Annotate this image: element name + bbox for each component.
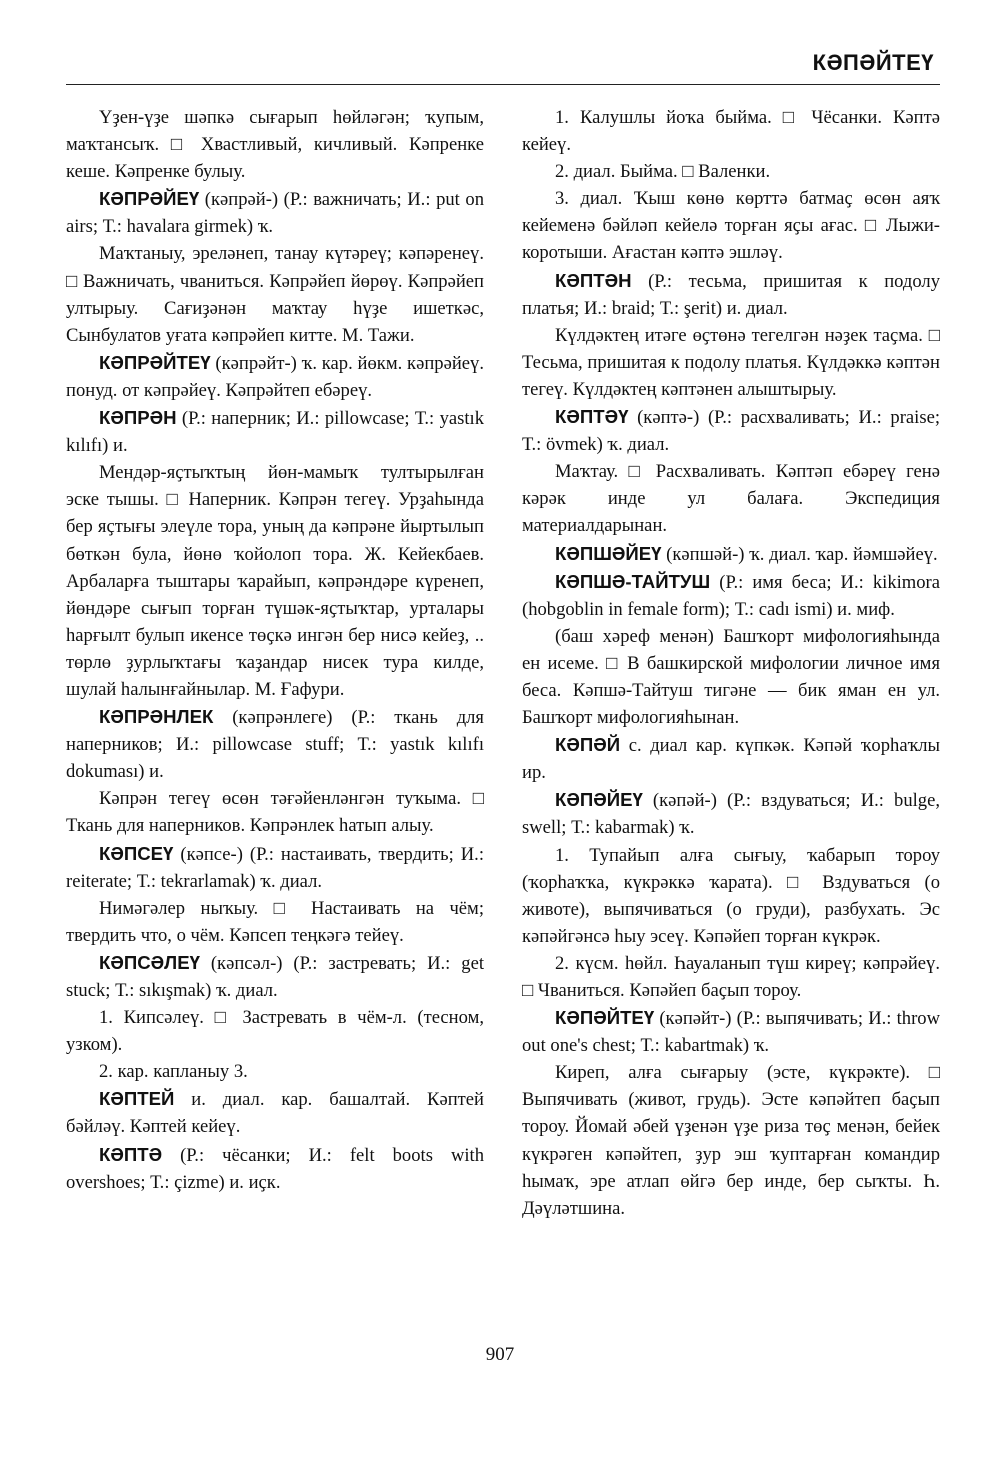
entry-text: 3. диал. Ҡыш көнө көрттә батмаҫ өсөн аяҡ кейеменә бәйләп кейелә торған яҫы ағас. □ Лыжи-коротыши. Ағастан кәптә эшләү. — [522, 188, 940, 264]
dictionary-entry: КӘПӘЙ с. диал кар. күпкәк. Кәпәй ҡорһаҡлы ир. — [522, 734, 940, 784]
dictionary-entry: КӘПТӘҮ (кәптә-) (Р.: расхваливать; И.: praise; Т.: övmek) ҡ. диал. — [522, 406, 940, 456]
entry-text: 1. Калушлы йоҡа быйма. □ Чёсанки. Кәптә кейеү. — [522, 107, 940, 156]
entry-text: 1. Кипсәлеү. □ Застревать в чём-л. (тесном, узком). — [66, 1007, 484, 1056]
headword: КӘПӘЙТЕҮ — [555, 1007, 655, 1029]
entry-text: Күлдәктең итәге өҫтөнә тегелгән нәҙек таҫма. □ Тесьма, пришитая к подолу платья. Күлдәккә кәптән тегеү. Күлдәктең кәптәнен алыштырыу. — [522, 324, 940, 400]
headword: КӘПШӘ-ТАЙТУШ — [555, 570, 711, 592]
headword: КӘПРӘЙЕҮ — [99, 188, 200, 210]
entry-text: 2. диал. Быйма. □ Валенки. — [555, 161, 771, 183]
entry-text: Нимәгәлер ныҡыу. □ Настаивать на чём; твердить что, о чём. Кәпсеп теңкәгә тейеү. — [66, 897, 484, 946]
entry-text: Киреп, алға сығарыу (эсте, күкрәкте). □ Выпячивать (живот, грудь). Эсте кәпәйтеп баҫып тороу. Йомай әбей үҙенән үҙе риза төҫ менән, бейек күкрәген кәпәйтеп, ҙур эш ҡуптарған командир һымаҡ, эре атлап өйгә бер инде, бер сыҡты. Һ. Дәүләтшина. — [522, 1062, 940, 1219]
right-column — [522, 104, 940, 1222]
dictionary-entry: КӘПШӘЙЕҮ (кәпшәй-) ҡ. диал. ҡар. йәмшәйеү. — [555, 542, 938, 565]
headword: КӘПТЕЙ — [99, 1088, 175, 1110]
headword: КӘПРӘН — [99, 407, 177, 429]
headword: КӘПТӘҮ — [555, 406, 629, 428]
headword: КӘПСЕҮ — [99, 842, 174, 864]
entry-text: Маҡтау. □ Расхваливать. Кәптәп ебәреү генә кәрәк инде ул балаға. Экспедиция материалдарынан. — [522, 461, 940, 537]
headword: КӘПӘЙ — [555, 734, 621, 756]
running-head: КӘПӘЙТЕҮ — [812, 50, 934, 75]
dictionary-entry: КӘПӘЙЕҮ (кәпәй-) (Р.: вздуваться; И.: bulge, swell; Т.: kabarmak) ҡ. — [522, 789, 940, 839]
dictionary-entry: КӘПСӘЛЕҮ (кәпсәл-) (Р.: застревать; И.: get stuck; Т.: sıkışmak) ҡ. диал. — [66, 951, 484, 1001]
page-number: 907 — [485, 1344, 515, 1365]
headword: КӘПӘЙЕҮ — [555, 789, 643, 811]
entry-text: Мендәр-яҫтыҡтың йөн-мамыҡ тултырылған эске тышы. □ Наперник. Кәпрән тегеү. Урҙаһында бер яҫтығы элеүле тора, уның да кәпрәне йыртылып бөткән була, йөнө ҡойолоп тора. Ж. Кейекбаев. Арбаларға тыштары ҡарайып, кәпрәндәре күренеп, йөндәре сығып торған түшәк-яҫтыҡтар, урталары һарғылт булып икенсе төҫкә ингән бер нисә кейеҙ, .. төрлө ҙурлыҡтағы ҡаҙандар нисек тура килде, шулай һалынғайнылар. М. Ғафури. — [66, 462, 484, 700]
headword: КӘПТӘН — [555, 269, 632, 291]
entry-text: 2. күсм. һөйл. Һауаланып түш киреү; кәпрәйеү. □ Чваниться. Кәпәйеп баҫып тороу. — [522, 952, 940, 1001]
headword: КӘПСӘЛЕҮ — [99, 951, 200, 973]
headword: КӘПРӘНЛЕК — [99, 706, 214, 728]
entry-text: 2. кар. капланыу 3. — [99, 1061, 248, 1083]
dictionary-entry: КӘПӘЙТЕҮ (кәпәйт-) (Р.: выпячивать; И.: throw out one's chest; Т.: kabartmak) ҡ. — [522, 1007, 940, 1057]
headword: КӘПТӘ — [99, 1143, 163, 1165]
dictionary-entry: КӘПРӘЙЕҮ (кәпрәй-) (Р.: важничать; И.: put on airs; Т.: havalara girmek) ҡ. — [66, 188, 484, 238]
entry-text: Маҡтаныу, эреләнеп, танау күтәреү; кәпәренеү. □ Важничать, чваниться. Кәпрәйеп йөрөү. Кәпрәйеп ултырыу. Сағиҙәнән маҡтау һүҙе ишеткәс, Сынбулатов уғата кәпрәйеп китте. М. Тажи. — [66, 243, 484, 346]
dictionary-entry: КӘПТӘН (Р.: тесьма, пришитая к подолу платья; И.: braid; Т.: şerit) и. диал. — [522, 269, 940, 319]
headword: КӘПРӘЙТЕҮ — [99, 351, 211, 373]
dictionary-entry: КӘПРӘН (Р.: наперник; И.: pillowcase; Т.: yastık kılıfı) и. — [66, 407, 484, 457]
page-header — [66, 44, 940, 85]
dictionary-entry: КӘПТӘ (Р.: чёсанки; И.: felt boots with overshoes; Т.: çizme) и. иҫк. — [66, 1143, 484, 1193]
entry-text: 1. Тупайып алға сығыу, ҡабарып тороу (ҡорһаҡҡа, күкрәккә ҡарата). □ Вздуваться (о животе), выпячиваться (о груди), разбухать. Эс кәпәйгәнсә һыу эсеү. Кәпәйеп торған күкрәк. — [522, 844, 940, 947]
headword: КӘПШӘЙЕҮ — [555, 542, 662, 564]
left-column — [66, 104, 484, 1196]
entry-text: Үҙен-үҙе шәпкә сығарып һөйләгән; ҡупым, маҡтансыҡ. □ Хвастливый, кичливый. Кәпренке кеше. Кәпренке булыу. — [66, 107, 484, 183]
entry-text: Кәпрән тегеү өсөн тәғәйенләнгән туҡыма. □ Ткань для наперников. Кәпрәнлек һатып алыу. — [66, 788, 484, 837]
entry-text: (баш хәреф менән) Башҡорт мифологияһында ен исеме. □ В башкирской мифологии личное имя беса. Кәпшә-Тайтуш тигәне — бик яман ен ул. Башҡорт мифологияһынан. — [522, 625, 940, 729]
dictionary-entry: КӘПРӘНЛЕК (кәпрәнлеге) (Р.: ткань для наперников; И.: pillowcase stuff; Т.: yastık kılıfı dokuması) и. — [66, 706, 484, 783]
dictionary-entry: КӘПТЕЙ и. диал. кар. башалтай. Кәптей бәйләү. Кәптей кейеү. — [66, 1088, 484, 1138]
dictionary-entry: КӘПРӘЙТЕҮ (кәпрәйт-) ҡ. кар. йөкм. кәпрәйеү. понуд. от кәпрәйеү. Кәпрәйтеп ебәреү. — [66, 351, 484, 401]
dictionary-entry: КӘПСЕҮ (кәпсе-) (Р.: настаивать, твердить; И.: reiterate; Т.: tekrarlamak) ҡ. диал. — [66, 842, 484, 892]
dictionary-entry: КӘПШӘ-ТАЙТУШ (Р.: имя беса; И.: kikimora (hobgoblin in female form); Т.: cadı ismi) и. миф. — [522, 570, 940, 620]
